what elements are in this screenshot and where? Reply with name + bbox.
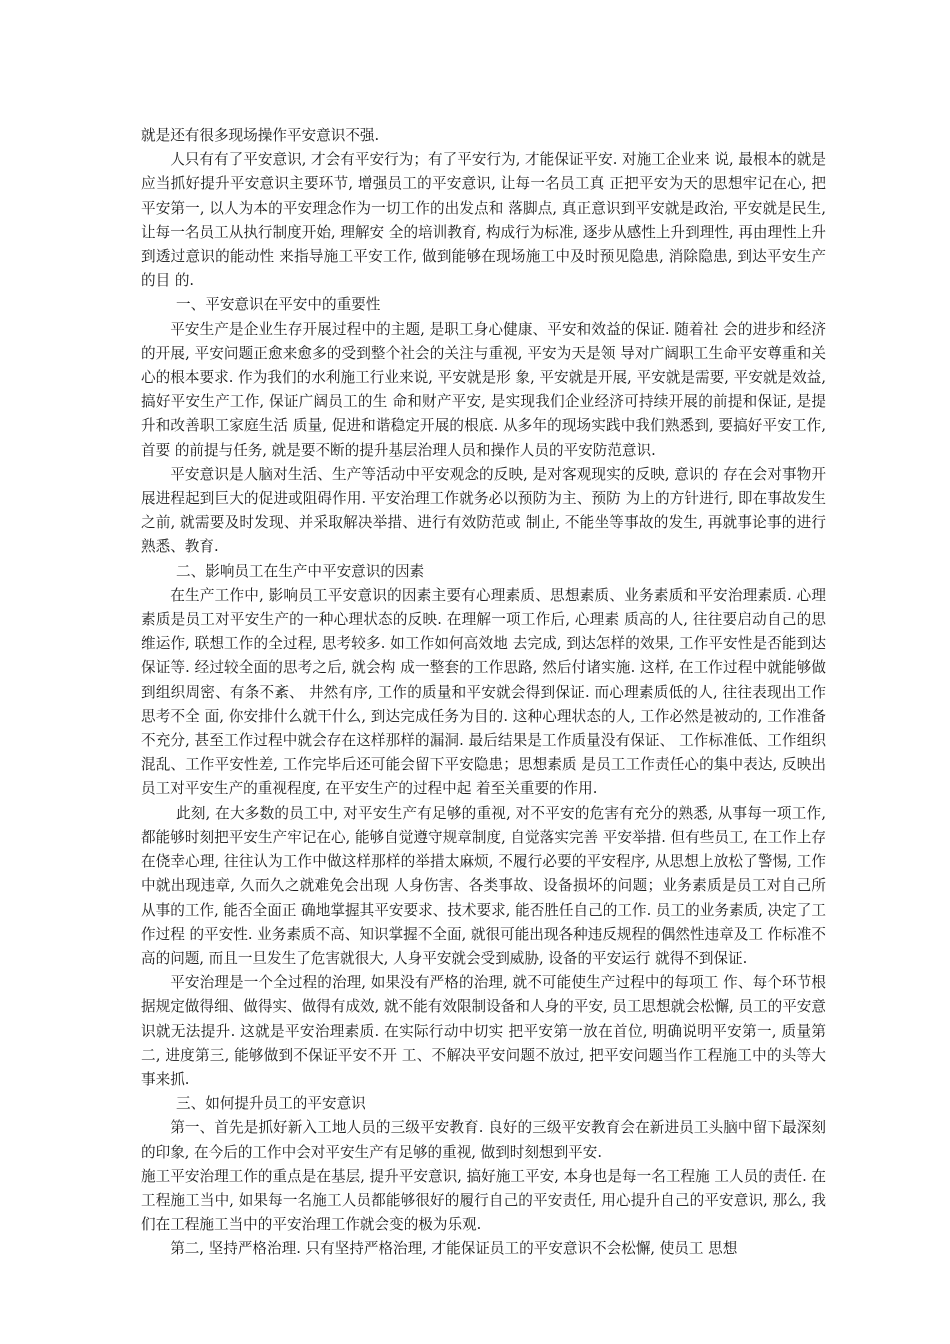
paragraph-current-situation: 此刻, 在大多数的员工中, 对平安生产有足够的重视, 对不平安的危害有充分的熟悉, 从事每一项工作, 都能够时刻把平安生产牢记在心, 能够自觉遵守规章制度, 自觉落实完善 平安举措. 但有些员工, 在工作上存在侥幸心理, 往往认为工作中做这样那样的举措太麻烦, 不履行必要的平安程序, 从思想上放松了警惕, 工作中就出现违章, 久而久之就难免会出现 人身伤害、各类事故、设备损坏的问题；业务素质是员工对自己所从事的工作, 能否全面正 确地掌握其平安要求、技术要求, 能否胜任自己的工作. 员工的业务素质, 决定了工作过程 的平安性. 业务素质不高、知识掌握不全面, 就很可能出现各种违反规程的偶然性违章及工 作标准不高的问题, 而且一旦发生了危害就很大, 人身平安就会受到威胁, 设备的平安运行 就得不到保证.	[141, 804, 826, 967]
section-heading-1: 一、平安意识在平安中的重要性	[176, 296, 381, 314]
section-heading-3: 三、如何提升员工的平安意识	[176, 1095, 366, 1113]
paragraph-first-measure: 第一、首先是抓好新入工地人员的三级平安教育. 良好的三级平安教育会在新进员工头脑中留下最深刻的印象, 在今后的工作中会对平安生产有足够的重视, 做到时刻想到平安.	[141, 1119, 826, 1161]
paragraph-continuation: 就是还有很多现场操作平安意识不强.	[141, 127, 380, 144]
paragraph-second-measure: 第二, 坚持严格治理. 只有坚持严格治理, 才能保证员工的平安意识不会松懈, 使员工 思想	[170, 1240, 738, 1258]
document-page	[141, 124, 826, 1262]
paragraph-influencing-factors: 在生产工作中, 影响员工平安意识的因素主要有心理素质、思想素质、业务素质和平安治理素质. 心理素质是员工对平安生产的一种心理状态的反映. 在理解一项工作后, 心理素 质高的人, 往往要启动自己的思维运作, 联想工作的全过程, 思考较多. 如工作如何高效地 去完成, 到达怎样的效果, 工作平安性是否能到达保证等. 经过较全面的思考之后, 就会构 成一整套的工作思路, 然后付诸实施. 这样, 在工作过程中就能够做到组织周密、有条不紊、 井然有序, 工作的质量和平安就会得到保证. 而心理素质低的人, 往往表现出工作思考不全 面, 你安排什么就干什么, 到达完成任务为目的. 这种心理状态的人, 工作必然是被动的, 工作准备不充分, 甚至工作过程中就会存在这样那样的漏洞. 最后结果是工作质量没有保证、 工作标准低、工作组织混乱、工作平安性差, 工作完毕后还可能会留下平安隐患；思想素质 是员工工作责任心的集中表达, 反映出员工对平安生产的重视程度, 在平安生产的过程中起 着至关重要的作用.	[141, 586, 826, 798]
paragraph-grassroots-focus: 施工平安治理工作的重点是在基层, 提升平安意识, 搞好施工平安, 本身也是每一名工程施 工人员的责任. 在工程施工当中, 如果每一名施工人员都能够很好的履行自己的平安责任, 用心提升自己的平安意识, 那么, 我们在工程施工当中的平安治理工作就会变的极为乐观.	[141, 1167, 826, 1234]
paragraph-awareness-definition: 平安意识是人脑对生活、生产等活动中平安观念的反映, 是对客观现实的反映, 意识的 存在会对事物开展进程起到巨大的促进或阻碍作用. 平安治理工作就务必以预防为主、预防 为上的方针进行, 即在事故发生之前, 就需要及时发现、并采取解决举措、进行有效防范或 制止, 不能坐等事故的发生, 再就事论事的进行熟悉、教育.	[141, 465, 826, 556]
paragraph-safety-awareness-intro: 人只有有了平安意识, 才会有平安行为；有了平安行为, 才能保证平安. 对施工企业来 说, 最根本的就是应当抓好提升平安意识主要环节, 增强员工的平安意识, 让每一名员工真 正把平安为天的思想牢记在心, 把平安第一, 以人为本的平安理念作为一切工作的出发点和 落脚点, 真正意识到平安就是政治, 平安就是民生, 让每一名员工从执行制度开始, 理解安 全的培训教育, 构成行为标准, 逐步从感性上升到理性, 再由理性上升到透过意识的能动性 来指导施工平安工作, 做到能够在现场施工中及时预见隐患, 消除隐患, 到达平安生产的目 的.	[141, 151, 826, 290]
section-heading-2: 二、影响员工在生产中平安意识的因素	[176, 562, 425, 580]
paragraph-management-quality: 平安治理是一个全过程的治理, 如果没有严格的治理, 就不可能使生产过程中的每项工 作、每个环节根据规定做得细、做得实、做得有成效, 就不能有效限制设备和人身的平安, 员工思想就会松懈, 员工的平安意识就无法提升. 这就是平安治理素质. 在实际行动中切实 把平安第一放在首位, 明确说明平安第一, 质量第二, 进度第三, 能够做到不保证平安不开 工、不解决平安问题不放过, 把平安问题当作工程施工中的头等大事来抓.	[141, 974, 826, 1088]
paragraph-safety-production: 平安生产是企业生存开展过程中的主题, 是职工身心健康、平安和效益的保证. 随着社 会的进步和经济的开展, 平安问题正愈来愈多的受到整个社会的关注与重视, 平安为天是领 导对广阔职工生命平安尊重和关心的根本要求. 作为我们的水利施工行业来说, 平安就是形 象, 平安就是开展, 平安就是需要, 平安就是效益, 搞好平安生产工作, 保证广阔员工的生 命和财产平安, 是实现我们企业经济可持续开展的前提和保证, 是提升和改善职工家庭生活 质量, 促进和谐稳定开展的根底. 从多年的现场实践中我们熟悉到, 要搞好平安工作, 首要 的前提与任务, 就是要不断的提升基层治理人员和操作人员的平安防范意识.	[141, 320, 826, 459]
